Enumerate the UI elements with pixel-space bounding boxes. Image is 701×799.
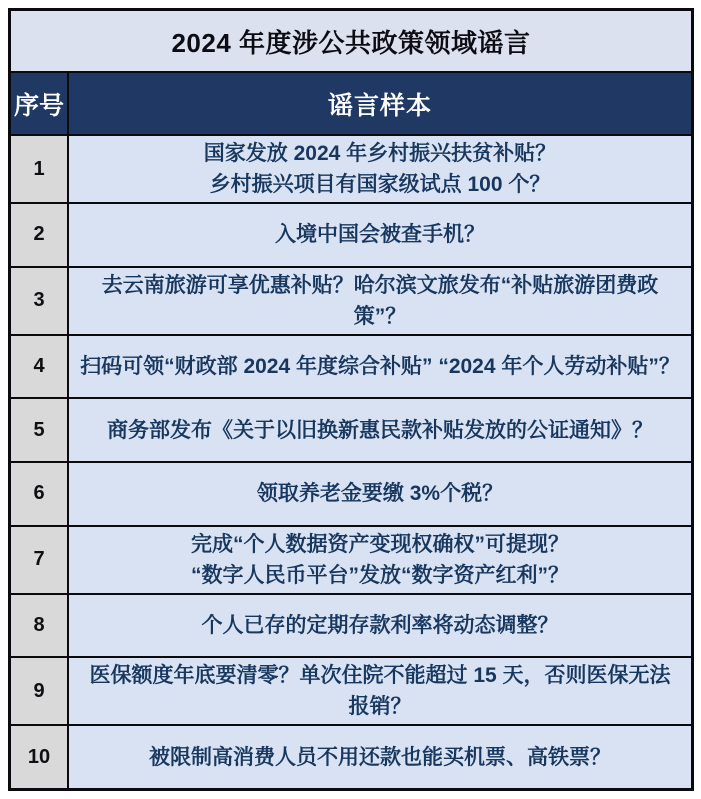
rumor-sample-text xyxy=(69,463,691,525)
rumor-sample-line: 领取养老金要缴 3%个税？ xyxy=(256,482,504,506)
header-sample-label: 谣言样本 xyxy=(327,91,432,120)
rumor-sample-line: 个人已存的定期存款利率将动态调整？ xyxy=(201,614,559,638)
row-number: 10 xyxy=(11,726,69,788)
table-row xyxy=(11,266,691,334)
row-number: 2 xyxy=(11,204,69,266)
rumor-sample-line: 扫码可领“财政部 2024 年度综合补贴” “2024 年个人劳动补贴”？ xyxy=(80,355,680,378)
rumor-sample-text xyxy=(69,595,691,657)
table-row xyxy=(11,461,691,525)
rumor-sample-text xyxy=(69,726,691,788)
table-row xyxy=(11,525,691,593)
row-number: 4 xyxy=(11,336,69,398)
rumor-sample-text xyxy=(69,136,691,202)
row-number: 5 xyxy=(11,399,69,461)
table-row xyxy=(11,593,691,657)
rumor-sample-text xyxy=(69,658,691,724)
rumor-sample-line: 医保额度年底要清零？单次住院不能超过 15 天，否则医保无法报销？ xyxy=(89,664,671,719)
rumor-sample-line: “数字人民币平台”发放“数字资产红利”？ xyxy=(191,563,569,587)
rumor-sample-text xyxy=(69,204,691,266)
table-title: 2024 年度涉公共政策领域谣言 xyxy=(11,11,691,73)
row-number: 9 xyxy=(11,658,69,724)
rumor-sample-line: 乡村振兴项目有国家级试点 100 个？ xyxy=(209,173,551,196)
rumor-sample-line: 国家发放 2024 年乡村振兴扶贫补贴？ xyxy=(203,142,557,165)
table-row xyxy=(11,202,691,266)
row-number: 7 xyxy=(11,527,69,593)
row-number: 1 xyxy=(11,136,69,202)
rumor-sample-text xyxy=(69,268,691,334)
rumor-sample-text xyxy=(69,336,691,398)
rumor-sample-line: 入境中国会被查手机？ xyxy=(275,223,485,247)
row-number: 6 xyxy=(11,463,69,525)
rumor-sample-line: 被限制高消费人员不用还款也能买机票、高铁票？ xyxy=(149,745,611,769)
rumor-sample-text xyxy=(69,527,691,593)
rumor-sample-text xyxy=(69,399,691,461)
table-row xyxy=(11,134,691,202)
table-row xyxy=(11,397,691,461)
row-number: 3 xyxy=(11,268,69,334)
table-header-row xyxy=(11,73,691,134)
table-row xyxy=(11,334,691,398)
table-row xyxy=(11,724,691,788)
table-row xyxy=(11,656,691,724)
rumor-sample-line: 完成“个人数据资产变现权确权”可提现？ xyxy=(191,532,569,556)
row-number: 8 xyxy=(11,595,69,657)
rumor-sample-line: 商务部发布《关于以旧换新惠民款补贴发放的公证通知》？ xyxy=(107,418,653,442)
rumor-sample-line: 去云南旅游可享优惠补贴？哈尔滨文旅发布“补贴旅游团费政策”？ xyxy=(101,273,659,328)
header-seq-label: 序号 xyxy=(11,73,69,134)
rumor-table xyxy=(8,8,694,791)
